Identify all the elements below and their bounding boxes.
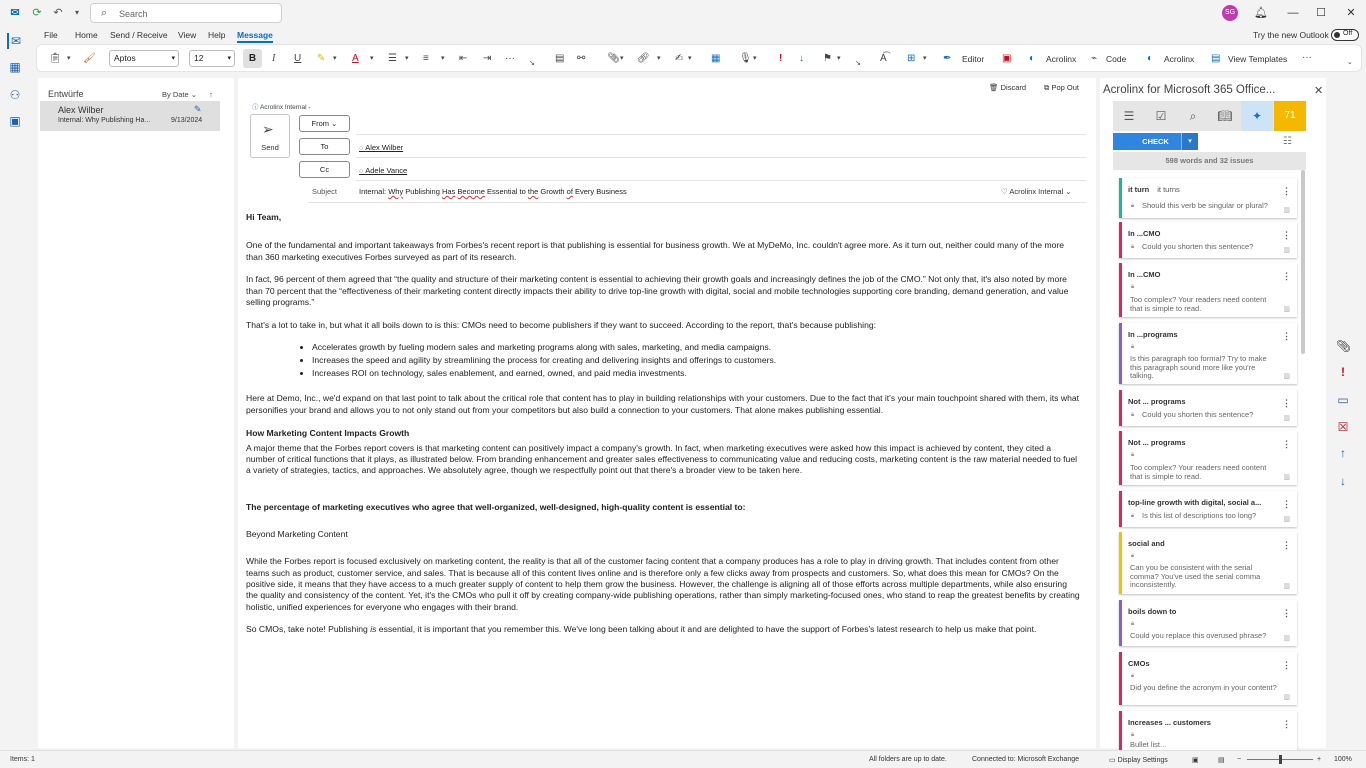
paragraph: A major theme that the Forbes report covers is that marketing content can positively impact a company's growth. In fact, when marketing executives were asked how this impact is achieved by content, they cited a number of critical functions that it plays, as illustrated below. From branding enhancement and greater sales effectiveness to communicating value and reducing costs, marketing content is the raw material needed to fuel a variety of strategies, tactics, and approaches. We absolutely agree, though we respectfully point out that there's a broader view to be taken here. [246,442,1078,476]
paragraph: While the Forbes report is focused exclusively on marketing content, the reality is that all of the customer facing content that a company produces has a role to play in driving growth. That includes content from other teams such as product, customer service, and sales. That is because all of this content lives online and is therefore only a few clicks away from prospects and customers. So, what does this mean for CMOs? On the positive side, it means that they have access to a much greater supply of content to help them grow the business. However, the challenge is aligning all of those efforts across multiple departments, while also ensuring the quality and consistency of the content. Yet, it's the CMOs who pull it off by creating company-wide publishing operations, rather than simply marketing-focused ones, who stand to reap the greatest benefits by creating holistic, unified experiences for everyone who engages with their brand. [246,556,1080,612]
checks-icon[interactable]: ☑ [1155,109,1167,123]
stats-icon: ▥ [1283,415,1290,422]
follow-up-icon[interactable]: ⚑ [823,53,832,64]
issue-title: Not ... programs [1128,397,1186,406]
issue-term: it turn [1128,185,1150,194]
templates-icon[interactable]: ▤ [1211,53,1221,64]
sync-status: All folders are up to date. [869,756,947,763]
menu-help[interactable]: Help [208,30,226,40]
discard-label: Discard [1000,83,1027,92]
more-options-icon[interactable]: ⋮ [1282,398,1291,408]
from-label: From [311,119,330,128]
message-sender: Alex Wilber [58,105,104,115]
popout-label: Pop Out [1051,83,1079,92]
link-dropdown-icon[interactable]: ▾ [657,55,661,62]
avatar[interactable]: SG [1222,5,1238,21]
issue-title: boils down to [1128,607,1177,616]
format-painter-icon[interactable]: 🖌︎ [83,53,96,64]
search-placeholder: Search [119,9,148,19]
issue-title: Increases ... customers [1128,718,1211,727]
shield-icon: ♡ [1001,187,1010,196]
stats-icon: ▥ [1283,474,1290,481]
outlook-logo-icon: ✉ [10,7,20,19]
issue-title: In ...CMO [1128,229,1161,238]
address-book-icon[interactable]: ▤ [555,53,565,64]
increase-indent-icon[interactable]: ⇥ [483,53,492,64]
paragraph: One of the fundamental and important takeaways from Forbes's recent report is that publishing is essential for business growth. We at MyDeMo, Inc. couldn't agree more. As it turn out, neither could many of the more than 360 marketing executives Forbes surveyed as part of its research. [246,240,1065,262]
font-size-select[interactable] [189,50,235,67]
heading: How Marketing Content Impacts Growth [246,427,410,438]
arrow-up-icon[interactable]: ↑ [1340,446,1346,460]
to-button[interactable]: To [299,138,350,155]
paragraph: Here at Demo, Inc., we'd expand on that last point to talk about the critical role that content has to play in building relationships with your customers. Due to the fact that it's your main touchpoint shared with them, its what personifies your brand and allows you to not only stand out from your competitors but also build a connection to your customers. That alone makes publishing essential. [246,393,1080,415]
subject-text: Growth [538,187,567,196]
high-importance-icon[interactable]: ! [779,53,783,64]
viva-dropdown-icon[interactable]: ▾ [923,55,927,62]
importance-icon[interactable]: ! [1341,365,1345,379]
menu-file[interactable]: File [44,30,58,40]
lock-icon: 🔒︎ [1131,452,1135,458]
list-item: • Accelerates growth by fueling modern sales and marketing programs along with sales, marketing, and media campaigns. [312,342,1081,353]
status-bar [0,750,1366,768]
chevron-down-icon: ⌄ [1063,187,1072,196]
more-options-icon[interactable]: ⋮ [1282,331,1291,341]
decrease-indent-icon[interactable]: ⇤ [459,53,468,64]
list-item[interactable] [40,101,220,131]
divider [356,134,1086,135]
info-icon: ⓘ [252,104,260,111]
view-templates-button[interactable]: View Templates [1228,54,1288,64]
tags-dialog-launcher-icon[interactable]: ↘ [855,60,861,67]
close-button[interactable]: ✕ [1346,7,1356,19]
paragraph: Beyond Marketing Content [246,529,348,540]
issue-title: Not ... programs [1128,438,1186,447]
paste-dropdown-icon[interactable]: ▾ [67,55,71,62]
highlight-icon[interactable]: ✎ [317,53,326,64]
zoom-slider-thumb[interactable] [1279,755,1282,764]
lock-icon: 🔒︎ [1131,244,1135,250]
paragraph: In fact, 96 percent of them agreed that “the quality and structure of their marketing content is essential to achieving their growth goals and increasingly defines the job of the CMO.” Not only that, it's also noted by more than 70 percent that the “effectiveness of their marketing content directly impacts their ability to drive top-line growth with digital, social and mobile technologies supporting core branding, demand generation, and value selling programs.” [246,274,1069,307]
issue-description: Should this verb be singular or plural? [1142,201,1268,210]
items-count: Items: 1 [10,756,35,763]
toggle-label: Off [1343,30,1353,37]
cc-button[interactable]: Cc [299,161,350,178]
issue-description: Is this list of descriptions too long? [1142,511,1257,520]
send-button[interactable] [250,114,290,158]
divider [356,157,1086,158]
popout-icon: ⧉ [1044,83,1052,92]
table-icon[interactable]: ▦ [711,53,721,64]
word-count: 598 words and 32 issues [1113,152,1306,170]
issue-card[interactable] [1119,532,1297,594]
zoom-level: 100% [1334,756,1352,763]
lock-icon: 🔒︎ [1131,621,1135,627]
subject-text: Every Business [572,187,627,196]
issue-suggestion[interactable]: it turns [1157,185,1180,194]
subject-issue: Has [441,187,456,196]
folder-pane [38,78,234,748]
low-importance-icon[interactable]: ↓ [799,53,804,64]
issue-card[interactable] [1119,222,1297,258]
bold-button[interactable]: B [243,49,262,68]
dictate-dropdown-icon[interactable]: ▾ [753,55,757,62]
sensitivity-text: Acrolinx Internal [1009,187,1064,196]
issue-description: Too complex? Your readers need content that is simple to read. [1130,463,1267,481]
subject-text: Publishing [403,187,442,196]
acrolinx-title: Acrolinx for Microsoft 365 Office... [1103,84,1276,96]
acrolinx-internal-banner [252,102,311,111]
editor-button[interactable]: Editor [962,54,985,64]
divider [308,202,1086,203]
display-icon: ▭ [1109,757,1118,764]
issue-card[interactable] [1119,323,1297,384]
menu-bar [30,26,1366,44]
highlight-dropdown-icon[interactable]: ▾ [333,55,337,62]
subject-issue: Why [388,187,404,196]
ribbon-collapse-icon[interactable]: ⌄ [1347,59,1353,66]
more-options-icon[interactable]: ⋮ [1282,719,1291,729]
issue-title: CMOs [1128,659,1150,668]
issue-description: Could you shorten this sentence? [1142,410,1254,419]
more-options-icon[interactable]: ⋮ [1282,608,1291,618]
viva-insights-icon[interactable]: ⊞ [907,53,916,64]
subject-input[interactable] [359,187,627,196]
acrolinx-icon[interactable]: ◐ [1029,53,1036,64]
lock-icon: 🔒︎ [1131,673,1135,679]
check-names-icon[interactable]: ⚯ [577,53,586,64]
more-options-icon[interactable]: ⋮ [1282,540,1291,550]
signature-icon[interactable]: ✍︎ [675,53,684,64]
new-outlook-toggle[interactable] [1331,29,1359,41]
issue-title: In ...CMO [1128,270,1161,279]
font-color-dropdown-icon[interactable]: ▾ [370,55,374,62]
more-options-icon[interactable]: ⋮ [1282,230,1291,240]
greeting: Hi Team, [246,212,282,222]
sensitivity-label[interactable] [1001,187,1072,196]
paragraph [246,624,1081,635]
message-body[interactable] [246,212,1081,647]
lock-icon: 🔒︎ [1131,553,1135,559]
zoom-out-icon[interactable]: − [1237,756,1242,763]
maximize-button[interactable]: ☐ [1316,7,1326,19]
trash-icon: 🗑︎ [989,83,1001,92]
numbering-dropdown-icon[interactable]: ▾ [441,55,445,62]
subject-label: Subject [312,187,338,196]
immersive-reader-icon[interactable]: A͡ [880,53,887,64]
send-icon: ➢ [262,121,274,137]
text: essential, it is important that you remember this. We've long been talking about it and are delighted to have the support of Forbes's latest research to help us make that point. [376,624,1037,635]
discard-button[interactable] [989,83,1026,92]
more-options-icon[interactable]: ⋮ [1282,439,1291,449]
acrolinx-icon-2[interactable]: ◐ [1147,53,1154,64]
issue-card[interactable] [1119,178,1297,218]
popout-button[interactable] [1044,83,1079,93]
display-settings-button[interactable] [1109,756,1168,764]
signature-dropdown-icon[interactable]: ▾ [688,55,692,62]
subject-issue: of [566,187,573,196]
sidebar-scrollbar[interactable] [1301,170,1305,354]
lock-icon: 🔒︎ [1131,732,1135,738]
stats-icon: ▥ [1283,635,1290,642]
font-color-icon[interactable]: A [352,53,359,64]
find-icon[interactable]: ⌕ [1189,109,1197,123]
acrolinx-toolbar [1113,101,1306,131]
issue-card[interactable] [1119,263,1297,317]
banner-text: Acrolinx Internal - [259,104,311,111]
score-badge[interactable]: 71 [1274,101,1306,131]
issue-title: top-line growth with digital, social a... [1128,498,1262,507]
sort-by-date[interactable] [162,90,213,99]
issue-card[interactable] [1119,600,1297,646]
stats-icon: ▥ [1283,373,1290,380]
minimize-button[interactable]: — [1287,7,1299,19]
underline-button[interactable]: U [294,53,302,64]
search-icon: ⌕ [101,7,108,19]
acrolinx-button-1[interactable]: Acrolinx [1046,54,1077,64]
menu-message[interactable]: Message [237,30,273,43]
lock-icon: 🔒︎ [1131,344,1135,350]
paste-icon[interactable]: 📋︎ [49,53,62,64]
stats-icon: ▥ [1283,306,1290,313]
chevron-down-icon: ⌄ [190,90,198,99]
sort-direction-icon[interactable]: ↑ [209,90,213,99]
ribbon [36,44,1362,72]
calendar-icon[interactable]: ▦ [9,60,21,74]
font-size-value: 12 [194,53,204,63]
italic-button[interactable]: I [272,53,276,64]
notifications-bell-icon[interactable]: 🔔︎ [1254,7,1268,19]
stats-icon: ▥ [1283,207,1290,214]
issue-description: Could you replace this overused phrase? [1130,631,1267,640]
title-bar [0,0,1366,26]
sparkle-icon[interactable]: ✦ [1241,101,1273,131]
search-input[interactable] [90,3,282,23]
more-options-icon[interactable]: ⋮ [1282,271,1291,281]
font-name-value: Aptos [114,53,136,63]
arrow-down-icon[interactable]: ↓ [1340,474,1346,488]
divider [356,180,1086,181]
filter-icon[interactable]: ☷ [1283,136,1292,147]
more-options-icon[interactable]: ⋮ [1282,186,1291,196]
issue-card[interactable] [1119,491,1297,527]
draft-icon: ✎ [194,104,202,114]
link-icon[interactable]: 🔗︎ [637,53,650,64]
calendar-add-icon[interactable]: ▣ [1002,53,1012,64]
stats-icon: ▥ [1283,247,1290,254]
font-name-select[interactable] [109,50,179,67]
issue-title [1128,185,1180,194]
folder-title: Entwürfe [48,89,84,99]
chevron-down-icon: ▾ [227,55,231,62]
more-commands-button[interactable]: ··· [1302,52,1312,63]
emphasis: is [370,624,377,635]
new-outlook-label: Try the new Outlook [1253,30,1329,40]
dictate-icon[interactable]: 🎙︎ [739,53,752,64]
mail-icon[interactable]: ✉ [7,33,23,49]
bullets-icon[interactable]: ☰ [388,53,397,64]
connection-status: Connected to: Microsoft Exchange [972,756,1080,763]
numbering-icon[interactable]: ≡ [423,53,429,64]
issue-description: Could you shorten this sentence? [1142,242,1254,251]
paragraph: That's a lot to take in, but what it all boils down to is this: CMOs need to become publishers if they want to succeed. According to the report, that's because publishing: [246,319,877,330]
acrolinx-close-button[interactable]: ✕ [1314,85,1324,97]
people-icon[interactable]: ⚇ [9,88,21,102]
issue-cards [1119,178,1297,749]
normal-view-icon[interactable]: ▣ [1192,757,1199,764]
send-label: Send [261,143,279,152]
issue-card[interactable] [1119,652,1297,705]
editor-icon[interactable]: ✒ [943,53,952,64]
more-options-icon[interactable]: ⋮ [1282,499,1291,509]
issue-description: Can you be consistent with the serial comma? You've used the serial comma inconsistently. [1130,563,1261,589]
lock-icon: 🔒︎ [1131,513,1135,519]
list-item: • Increases the speed and agility by streamlining the process for creating and delivering insights and offerings to customers. [312,355,1081,366]
zoom-in-icon[interactable]: + [1317,756,1322,763]
toggle-knob [1334,32,1340,38]
attach-file-icon[interactable]: 📎︎ [607,53,620,64]
guidelines-icon[interactable]: 📖︎ [1217,109,1233,123]
display-label: Display Settings [1117,757,1168,764]
stats-icon: ▥ [1283,516,1290,523]
menu-send-receive[interactable]: Send / Receive [110,30,168,40]
attach-icon[interactable]: 📎︎ [1336,339,1352,353]
list-item: • Increases ROI on technology, sales enablement, and earned, owned, and paid media investments. [312,368,1081,379]
message-date: 9/13/2024 [171,117,203,124]
heading: The percentage of marketing executives who agree that well-organized, well-designed, high-quality content is essential to: [246,501,746,512]
message-subject: Internal: Why Publishing Ha... [58,117,151,124]
check-label: CHECK [1142,137,1169,146]
follow-up-dropdown-icon[interactable]: ▾ [837,55,841,62]
issue-card[interactable] [1119,390,1297,426]
acrolinx-button-2[interactable]: Acrolinx [1164,54,1195,64]
issue-title: social and [1128,539,1165,548]
undo-icon[interactable]: ↶ [53,7,63,19]
issue-description: Did you define the acronym in your content? [1130,683,1277,692]
subject-text: Essential to [484,187,528,196]
to-recipient[interactable]: ○ Alex Wilber [359,143,403,152]
from-button[interactable] [299,115,350,132]
stats-icon: ▥ [1283,583,1290,590]
chevron-down-icon: ▾ [171,55,175,62]
subject-text: Internal: [359,187,389,196]
check-dropdown-icon[interactable]: ▾ [1181,133,1198,150]
issue-description: Is this paragraph too formal? Try to make this paragraph sound more like you're talking. [1130,354,1267,380]
code-button[interactable]: Code [1106,54,1127,64]
sort-label: By Date [162,90,189,99]
menu-home[interactable]: Home [75,30,98,40]
lock-icon: 🔒︎ [1131,203,1135,209]
bullets-dropdown-icon[interactable]: ▾ [405,55,409,62]
bullet-list [312,342,1081,380]
app-rail [0,26,30,748]
sync-icon[interactable]: ⟳ [32,7,42,19]
delete-message-icon[interactable]: ☒ [1337,420,1349,434]
issue-card[interactable] [1119,431,1297,485]
menu-view[interactable]: View [178,30,197,40]
code-icon[interactable]: ⌁ [1091,53,1098,64]
subject-issue: the [527,187,539,196]
more-formatting-icon[interactable]: ··· [505,53,515,64]
text: So CMOs, take note! Publishing [246,624,371,635]
chevron-down-icon: ⌄ [331,119,338,128]
subject-issue: Become [457,187,485,196]
lock-icon: 🔒︎ [1131,412,1135,418]
apps-icon[interactable]: ▣ [9,114,21,128]
customize-toolbar-icon[interactable]: ▾ [74,8,79,17]
cc-recipient[interactable]: ○ Adele Vance [359,166,407,175]
attach-dropdown-icon[interactable]: ▾ [620,55,624,62]
stats-icon: ▥ [1283,694,1290,701]
menu-icon[interactable]: ☰ [1123,109,1135,123]
issue-description: Too complex? Your readers need content that is simple to read. [1130,295,1267,313]
lock-icon: 🔒︎ [1131,284,1135,290]
calendar-icon[interactable]: ▭ [1337,393,1349,407]
more-options-icon[interactable]: ⋮ [1282,660,1291,670]
issue-title: In ...programs [1128,330,1178,339]
font-dialog-launcher-icon[interactable]: ↘ [529,60,535,67]
issue-description: Bullet list... [1130,740,1167,749]
reading-view-icon[interactable]: ▤ [1218,757,1225,764]
